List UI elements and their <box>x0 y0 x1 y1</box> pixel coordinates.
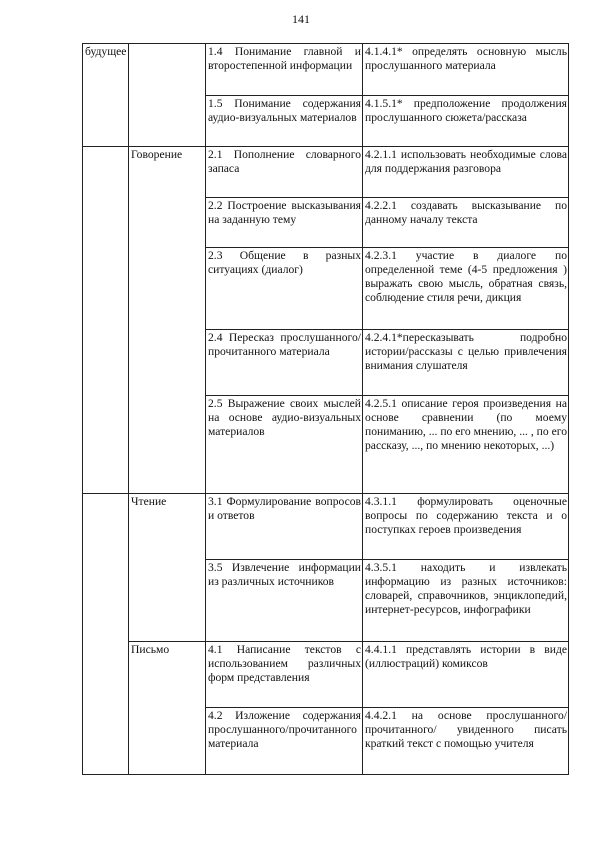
table-cell-skill: Письмо <box>129 642 206 775</box>
page-number: 141 <box>292 12 310 26</box>
table-cell-skill: Чтение <box>129 494 206 642</box>
table-cell-spacer <box>83 494 129 775</box>
table-cell-objective: 4.2.3.1 участие в диалоге по определенной теме (4-5 предложения ) выражать свою мысль, обратная связь, соблюдение стиля речи, дикция <box>363 248 569 330</box>
table-cell-domain: будущее <box>83 44 129 147</box>
table-cell-subskill: 4.2 Изложение содержания прослушанного/прочитанного материала <box>206 708 363 775</box>
table-row <box>83 147 569 198</box>
table-cell-subskill: 2.5 Выражение своих мыслей на основе аудио-визуальных материалов <box>206 396 363 494</box>
table-cell-skill <box>129 44 206 147</box>
table-cell-objective: 4.4.2.1 на основе прослушанного/ прочитанного/ увиденного писать краткий текст с помощью учителя <box>363 708 569 775</box>
table-cell-objective: 4.1.4.1* определять основную мысль прослушанного материала <box>363 44 569 96</box>
table-cell-subskill: 2.4 Пересказ прослушанного/прочитанного материала <box>206 330 363 396</box>
table-row <box>83 642 569 708</box>
table-cell-objective: 4.1.5.1* предположение продолжения прослушанного сюжета/рассказа <box>363 96 569 147</box>
table-cell-objective: 4.2.4.1*пересказывать подробно истории/рассказы с целью привлечения внимания слушателя <box>363 330 569 396</box>
table-cell-subskill: 2.1 Пополнение словарного запаса <box>206 147 363 198</box>
curriculum-table <box>82 43 569 775</box>
table-cell-objective: 4.2.2.1 создавать высказывание по данному началу текста <box>363 198 569 248</box>
table-cell-subskill: 1.4 Понимание главной и второстепенной информации <box>206 44 363 96</box>
table-cell-spacer <box>83 147 129 494</box>
table-row <box>83 494 569 560</box>
table-cell-subskill: 2.2 Построение высказывания на заданную тему <box>206 198 363 248</box>
table-cell-objective: 4.4.1.1 представлять истории в виде (иллюстраций) комиксов <box>363 642 569 708</box>
table-cell-subskill: 2.3 Общение в разных ситуациях (диалог) <box>206 248 363 330</box>
table-cell-objective: 4.3.5.1 находить и извлекать информацию из разных источников: словарей, справочников, энциклопедий, интернет-ресурсов, инфографики <box>363 560 569 642</box>
table-cell-skill: Говорение <box>129 147 206 494</box>
table-cell-subskill: 1.5 Понимание содержания аудио-визуальных материалов <box>206 96 363 147</box>
table-cell-subskill: 3.1 Формулирование вопросов и ответов <box>206 494 363 560</box>
table-row <box>83 44 569 96</box>
table-cell-objective: 4.2.5.1 описание героя произведения на основе сравнении (по моему пониманию, ... по его мнению, ... , по его рассказу, ..., по мнению некоторых, ...) <box>363 396 569 494</box>
table-cell-objective: 4.2.1.1 использовать необходимые слова для поддержания разговора <box>363 147 569 198</box>
table-cell-subskill: 3.5 Извлечение информации из различных источников <box>206 560 363 642</box>
table-cell-objective: 4.3.1.1 формулировать оценочные вопросы по содержанию текста и о поступках героев произведения <box>363 494 569 560</box>
table-cell-subskill: 4.1 Написание текстов с использованием различных форм представления <box>206 642 363 708</box>
